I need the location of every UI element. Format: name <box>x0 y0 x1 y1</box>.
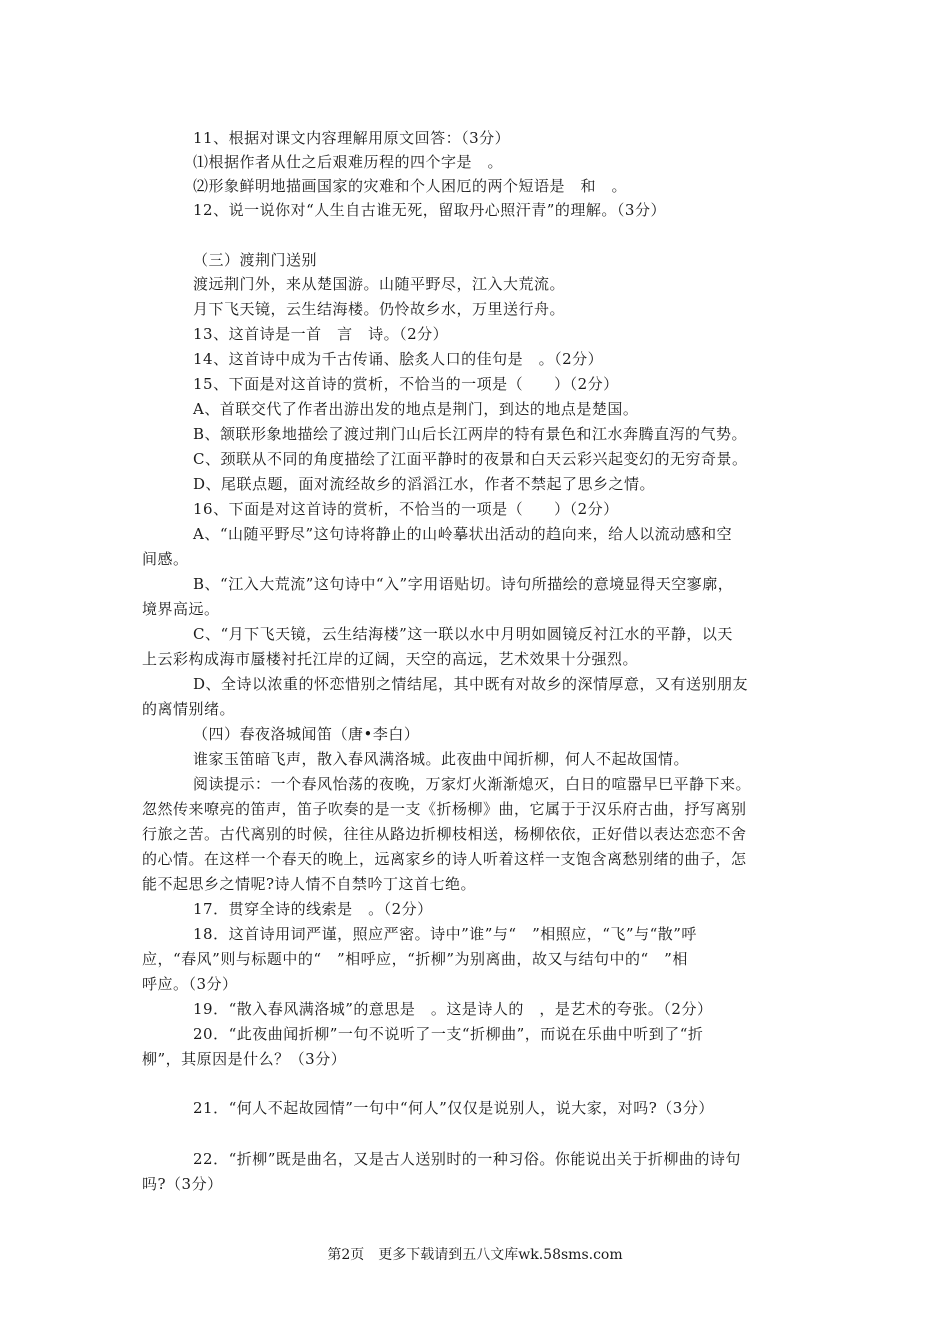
question-12: 12、说一说你对“人生自古谁无死，留取丹心照汗青”的理解。（3分） <box>193 201 666 219</box>
poem-text: 谁家玉笛暗飞声，散入春风满洛城。此夜曲中闻折柳，何人不起故国情。 <box>193 750 690 768</box>
question-16-option-c: C、“月下飞天镜，云生结海楼”这一联以水中月明如圆镜反衬江水的平静，以天 <box>193 625 733 643</box>
question-20-line-2: 柳”，其原因是什么？（3分） <box>142 1050 347 1068</box>
section-4-title: （四）春夜洛城闻笛（唐•李白） <box>193 725 420 743</box>
question-22-line-2: 吗?（3分） <box>142 1175 223 1193</box>
question-15-option-b: B、颔联形象地描绘了渡过荆门山后长江两岸的特有景色和江水奔腾直泻的气势。 <box>193 425 748 443</box>
question-16-option-a: A、“山随平野尽”这句诗将静止的山岭摹状出活动的趋向来，给人以流动感和空 <box>193 525 733 543</box>
question-17: 17．贯穿全诗的线索是 。（2分） <box>193 900 433 918</box>
question-16-option-b-cont: 境界高远。 <box>142 600 220 618</box>
question-22: 22．“折柳”既是曲名，又是古人送别时的一种习俗。你能说出关于折柳曲的诗句 <box>193 1150 741 1168</box>
question-15-option-d: D、尾联点题，面对流经故乡的滔滔江水，作者不禁起了思乡之情。 <box>193 475 656 493</box>
reading-hint: 阅读提示：一个春风怡荡的夜晚，万家灯火渐渐熄灭，白日的喧嚣早巳平静下来。 <box>193 775 752 793</box>
reading-hint-line-4: 的心情。在这样一个春天的晚上，远离家乡的诗人听着这样一支饱含离愁别绪的曲子，怎 <box>142 850 747 868</box>
reading-hint-line-3: 行旅之苦。古代离别的时候，往往从路边折柳枝相送，杨柳依依，正好借以表达恋恋不舍 <box>142 825 747 843</box>
question-16-option-a-cont: 间感。 <box>142 550 189 568</box>
question-20: 20．“此夜曲闻折柳”一句不说听了一支“折柳曲”，而说在乐曲中听到了“折 <box>193 1025 704 1043</box>
question-14: 14、这首诗中成为千古传诵、脍炙人口的佳句是 。（2分） <box>193 350 604 368</box>
reading-hint-line-5: 能不起思乡之情呢?诗人情不自禁吟丁这首七绝。 <box>142 875 477 893</box>
question-16-option-c-cont: 上云彩构成海市蜃楼衬托江岸的辽阔，天空的高远，艺术效果十分强烈。 <box>142 650 639 668</box>
question-16-option-b: B、“江入大荒流”这句诗中“入”字用语贴切。诗句所描绘的意境显得天空寥廓， <box>193 575 734 593</box>
question-15-option-c: C、颈联从不同的角度描绘了江面平静时的夜景和白天云彩兴起变幻的无穷奇景。 <box>193 450 748 468</box>
question-11: 11、根据对课文内容理解用原文回答：（3分） <box>193 129 511 147</box>
question-21: 21．“何人不起故园情”一句中“何人”仅仅是说别人，说大家，对吗?（3分） <box>193 1099 714 1117</box>
question-16: 16、下面是对这首诗的赏析，不恰当的一项是（ ）（2分） <box>193 500 619 518</box>
question-18: 18．这首诗用词严谨，照应严密。诗中”谁”与“ ”相照应，“飞”与“散”呼 <box>193 925 697 943</box>
poem-line-2: 月下飞天镜，云生结海楼。仍怜故乡水，万里送行舟。 <box>193 300 566 318</box>
question-18-line-2: 应，“春风”则与标题中的“ ”相呼应，“折柳”为别离曲，故又与结句中的“ ”相 <box>142 950 688 968</box>
question-15: 15、下面是对这首诗的赏析，不恰当的一项是（ ）（2分） <box>193 375 619 393</box>
poem-line-1: 渡远荆门外，来从楚国游。山随平野尽，江入大荒流。 <box>193 275 566 293</box>
question-15-option-a: A、首联交代了作者出游出发的地点是荆门，到达的地点是楚国。 <box>193 400 639 418</box>
question-16-option-d-cont: 的离情别绪。 <box>142 700 236 718</box>
section-3-title: （三）渡荆门送别 <box>193 251 318 269</box>
question-19: 19．“散入春风满洛城”的意思是 。这是诗人的 ，是艺术的夸张。（2分） <box>193 1000 713 1018</box>
question-11-part-2: ⑵形象鲜明地描画国家的灾难和个人困厄的两个短语是 和 。 <box>193 177 628 195</box>
question-11-part-1: ⑴根据作者从仕之后艰难历程的四个字是 。 <box>193 153 504 171</box>
question-13: 13、这首诗是一首 言 诗。（2分） <box>193 325 449 343</box>
question-16-option-d: D、全诗以浓重的怀恋惜别之情结尾，其中既有对故乡的深情厚意，又有送别朋友 <box>193 675 749 693</box>
reading-hint-line-2: 忽然传来嘹亮的笛声，笛子吹奏的是一支《折杨柳》曲，它属于于汉乐府古曲，抒写离别 <box>142 800 747 818</box>
page-footer: 第2页 更多下载请到五八文库wk.58sms.com <box>327 1247 623 1263</box>
question-18-line-3: 呼应。（3分） <box>142 975 238 993</box>
